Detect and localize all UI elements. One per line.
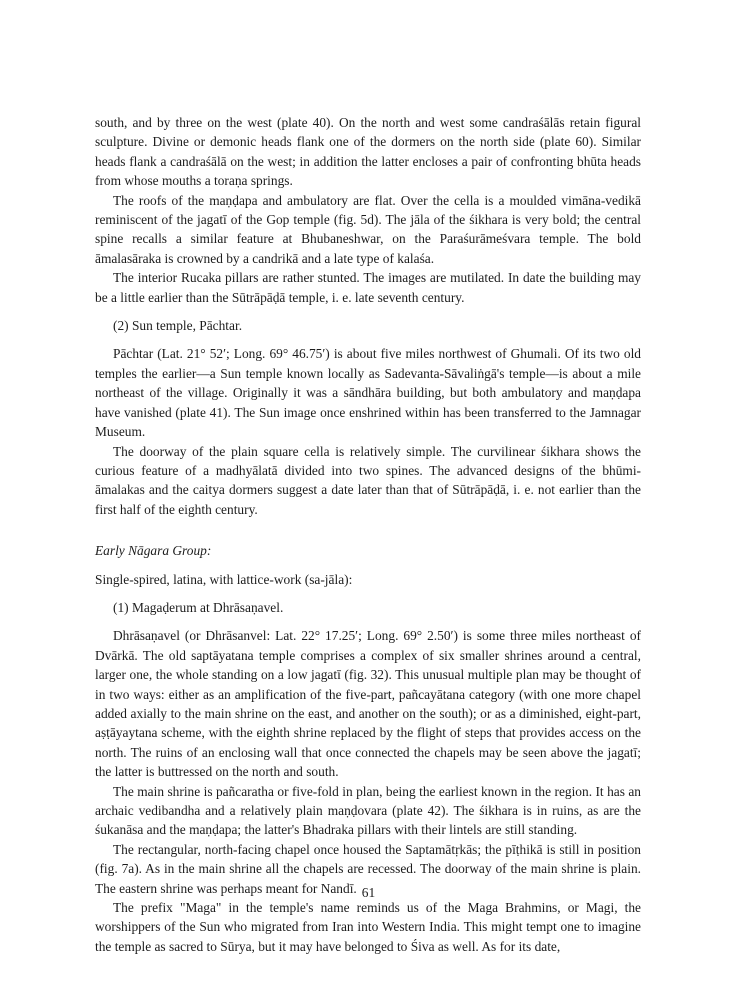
page-number: 61 <box>361 885 376 900</box>
paragraph: The rectangular, north-facing chapel once housed the Saptamātṛkās; the pīṭhikā is still in position (fig. 7a). As in the main shrine all the chapels are recessed. The doorway of the main shrine is plain. The eastern shrine was perhaps meant for Nandī. <box>95 841 641 896</box>
body-text <box>95 113 641 956</box>
paragraph: The doorway of the plain square cella is relatively simple. The curvilinear śikhara shows the curious feature of a madhyālatā divided into two spines. The advanced designs of the bhūmi-āmalakas and the caitya dormers suggest a date later than that of Sūtrāpāḍā, i. e. not earlier than the first half of the eighth century. <box>95 443 641 517</box>
section-item-heading: (2) Sun temple, Pāchtar. <box>113 318 243 334</box>
paragraph: The prefix "Maga" in the temple's name reminds us of the Maga Brahmins, or Magi, the worshippers of the Sun who migrated from Iran into Western India. This might tempt one to imagine the temple as sacred to Sūrya, but it may have belonged to Śiva as well. As for its date, <box>95 900 641 954</box>
subgroup-heading: Single-spired, latina, with lattice-work (sa-jāla): <box>95 571 353 587</box>
section-item-heading: (1) Magaḍerum at Dhrāsaṇavel. <box>113 599 284 615</box>
paragraph: south, and by three on the west (plate 40). On the north and west some candraśālās retain figural sculpture. Divine or demonic heads flank one of the dormers on the north side (plate 60). Similar heads flank a candraśālā on the west; in addition the latter encloses a pair of confronting bhūta heads from whose mouths a toraṇa springs. <box>95 115 641 189</box>
paragraph: The main shrine is pañcaratha or five-fold in plan, being the earliest known in the region. It has an archaic vedibandha and a relatively plain maṇḍovara (plate 42). The śikhara is in ruins, as are the śukanāsa and the maṇḍapa; the latter's Bhadraka pillars with their lintels are still standing. <box>95 783 641 838</box>
group-heading: Early Nāgara Group: <box>95 543 212 559</box>
paragraph: The roofs of the maṇḍapa and ambulatory are flat. Over the cella is a moulded vimāna-vedikā reminiscent of the jagatī of the Gop temple (fig. 5d). The jāla of the śikhara is very bold; the central spine recalls a similar feature at Bhubaneshwar, on the Paraśurāmeśvara temple. The bold āmalasāraka is crowned by a candrikā and a late type of kalaśa. <box>95 192 641 266</box>
paragraph: Dhrāsaṇavel (or Dhrāsanvel: Lat. 22° 17.25′; Long. 69° 2.50′) is some three miles northeast of Dvārkā. The old saptāyatana temple comprises a complex of six smaller shrines around a central, larger one, the whole standing on a low jagatī (fig. 32). This unusual multiple plan may be thought of in two ways: either as an amplification of the five-part, pañcayātana category (with one more chapel added axially to the main shrine on the east, and another on the south); or as a diminished, eight-part, aṣṭāyaytana scheme, with the eighth shrine replaced by the flight of steps that provides access on the north. The ruins of an enclosing wall that once connected the chapels may be seen above the jagatī; the latter is buttressed on the north and south. <box>95 628 641 780</box>
paragraph: Pāchtar (Lat. 21° 52′; Long. 69° 46.75′) is about five miles northwest of Ghumali. Of its two old temples the earlier—a Sun temple known locally as Sadevanta-Sāvaliṅgā's temple—is about a mile northeast of the village. Originally it was a sāndhāra building, but both ambulatory and maṇḍapa have vanished (plate 41). The Sun image once enshrined within has been transferred to the Jamnagar Museum. <box>95 346 641 440</box>
paragraph: The interior Rucaka pillars are rather stunted. The images are mutilated. In date the building may be a little earlier than the Sūtrāpāḍā temple, i. e. late seventh century. <box>95 270 641 305</box>
